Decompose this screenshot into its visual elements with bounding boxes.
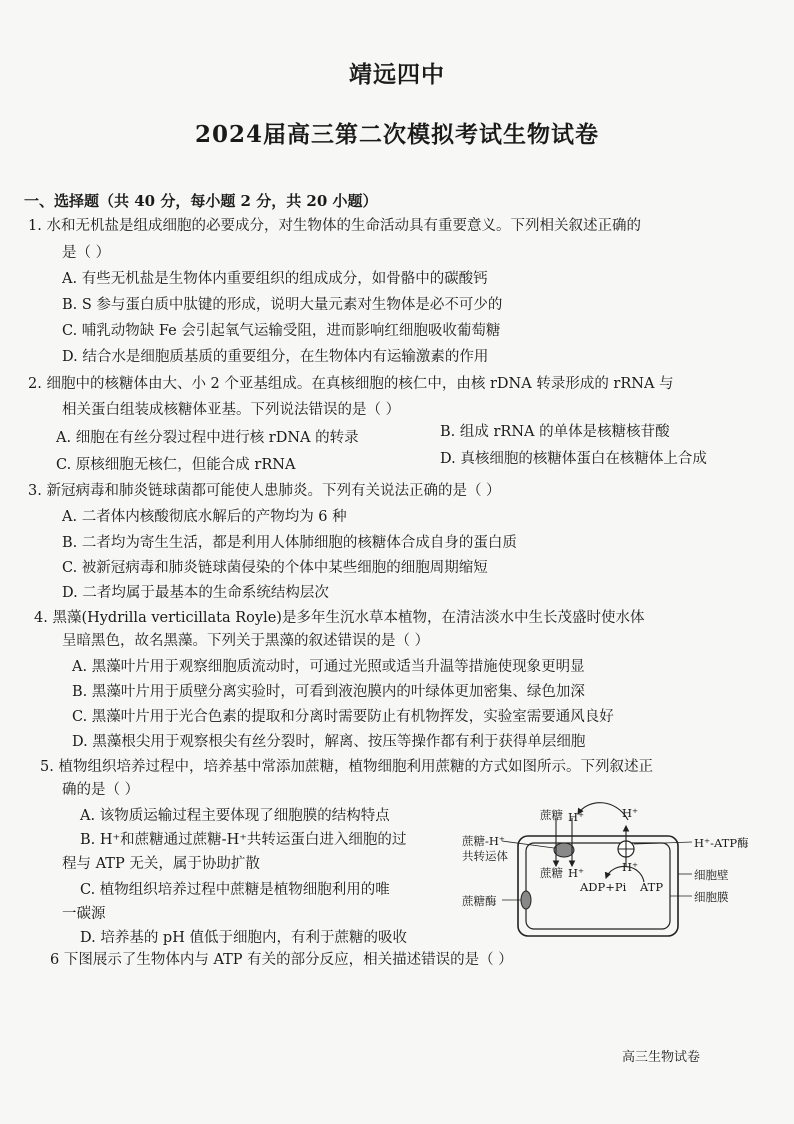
q4-option-c: C. 黑藻叶片用于光合色素的提取和分离时需要防止有机物挥发，实验室需要通风良好: [72, 709, 614, 725]
label-cotransporter-line2: 共转运体: [462, 849, 508, 863]
q4-option-b: B. 黑藻叶片用于质壁分离实验时，可看到液泡膜内的叶绿体更加密集、绿色加深: [72, 684, 585, 700]
label-sucrose-inside: 蔗糖: [540, 866, 563, 880]
q2-option-a: A. 细胞在有丝分裂过程中进行核 rDNA 的转录: [56, 430, 359, 446]
q2-stem-line2: 相关蛋白组装成核糖体亚基。下列说法错误的是（ ）: [62, 402, 401, 418]
q3-option-d: D. 二者均属于最基本的生命系统结构层次: [62, 585, 329, 601]
q2-option-c: C. 原核细胞无核仁，但能合成 rRNA: [56, 457, 296, 473]
sucrose-transport-diagram: [456, 796, 776, 946]
school-name: 靖远四中: [349, 61, 445, 88]
sucrase-enzyme: [521, 891, 531, 909]
q2-option-d: D. 真核细胞的核糖体蛋白在核糖体上合成: [440, 451, 707, 467]
section-heading: 一、选择题（共 40 分，每小题 2 分，共 20 小题）: [24, 192, 378, 210]
q1-option-d: D. 结合水是细胞质基质的重要组分，在生物体内有运输激素的作用: [62, 349, 489, 365]
q5-stem-line2: 确的是（ ）: [62, 782, 140, 798]
label-h-inside-left: H⁺: [568, 866, 585, 880]
q4-stem-line2: 呈暗黑色，故名黑藻。下列关于黑藻的叙述错误的是（ ）: [62, 633, 430, 649]
label-cell-membrane: 细胞膜: [694, 890, 729, 904]
q5-option-c-line1: C. 植物组织培养过程中蔗糖是植物细胞利用的唯: [80, 882, 390, 898]
q4-option-a: A. 黑藻叶片用于观察细胞质流动时，可通过光照或适当升温等措施使现象更明显: [72, 659, 585, 675]
q5-stem-line1: 5. 植物组织培养过程中，培养基中常添加蔗糖，植物细胞利用蔗糖的方式如图所示。下列叙述正: [40, 759, 653, 775]
label-h-outside-left: H⁺: [568, 810, 585, 824]
footer-label: 高三生物试卷: [622, 1050, 701, 1065]
q6-stem-line1: 6 下图展示了生物体内与 ATP 有关的部分反应，相关描述错误的是（ ）: [50, 952, 513, 968]
q1-option-a: A. 有些无机盐是生物体内重要组织的组成成分，如骨骼中的碳酸钙: [62, 271, 488, 287]
q2-stem-line1: 2. 细胞中的核糖体由大、小 2 个亚基组成。在真核细胞的核仁中，由核 rDNA 转录形成的 rRNA 与: [28, 376, 674, 392]
q1-option-b: B. S 参与蛋白质中肽键的形成，说明大量元素对生物体是必不可少的: [62, 297, 503, 313]
q2-option-b: B. 组成 rRNA 的单体是核糖核苷酸: [440, 424, 670, 440]
q4-stem-line1: 4. 黑藻(Hydrilla verticillata Royle)是多年生沉水草本植物，在清洁淡水中生长茂盛时使水体: [34, 610, 645, 626]
q5-option-b-line1: B. H⁺和蔗糖通过蔗糖-H⁺共转运蛋白进入细胞的过: [80, 832, 407, 848]
label-sucrase: 蔗糖酶: [462, 894, 497, 908]
q1-option-c: C. 哺乳动物缺 Fe 会引起氧气运输受阻，进而影响红细胞吸收葡萄糖: [62, 323, 501, 339]
exam-title: 2024届高三第二次模拟考试生物试卷: [194, 121, 599, 148]
label-cell-wall: 细胞壁: [694, 868, 729, 882]
cotransporter-protein: [554, 843, 574, 857]
label-h-outside-right: H⁺: [622, 806, 639, 820]
q3-option-a: A. 二者体内核酸彻底水解后的产物均为 6 种: [62, 509, 347, 525]
q3-option-b: B. 二者均为寄生生活，都是利用人体肺细胞的核糖体合成自身的蛋白质: [62, 535, 517, 551]
label-sucrose-outside: 蔗糖: [540, 808, 563, 822]
label-adp-pi: ADP+Pi: [580, 880, 627, 894]
q3-stem-line1: 3. 新冠病毒和肺炎链球菌都可能使人患肺炎。下列有关说法正确的是（ ）: [28, 483, 501, 499]
label-cotransporter-line1: 蔗糖-H⁺: [462, 834, 505, 848]
q5-option-a: A. 该物质运输过程主要体现了细胞膜的结构特点: [80, 808, 390, 824]
q1-stem-line1: 1. 水和无机盐是组成细胞的必要成分，对生物体的生命活动具有重要意义。下列相关叙述正确的: [28, 218, 641, 234]
q5-option-d: D. 培养基的 pH 值低于细胞内，有利于蔗糖的吸收: [80, 930, 407, 946]
label-h-inside-right: H⁺: [622, 860, 639, 874]
q3-option-c: C. 被新冠病毒和肺炎链球菌侵染的个体中某些细胞的细胞周期缩短: [62, 560, 488, 576]
label-atpase: H⁺-ATP酶: [694, 836, 749, 850]
q5-option-b-line2: 程与 ATP 无关，属于协助扩散: [62, 856, 260, 872]
label-atp: ATP: [640, 880, 664, 894]
q1-stem-line2: 是（ ）: [62, 245, 111, 261]
q4-option-d: D. 黑藻根尖用于观察根尖有丝分裂时，解离、按压等操作都有利于获得单层细胞: [72, 734, 586, 750]
q5-option-c-line2: 一碳源: [62, 906, 106, 922]
